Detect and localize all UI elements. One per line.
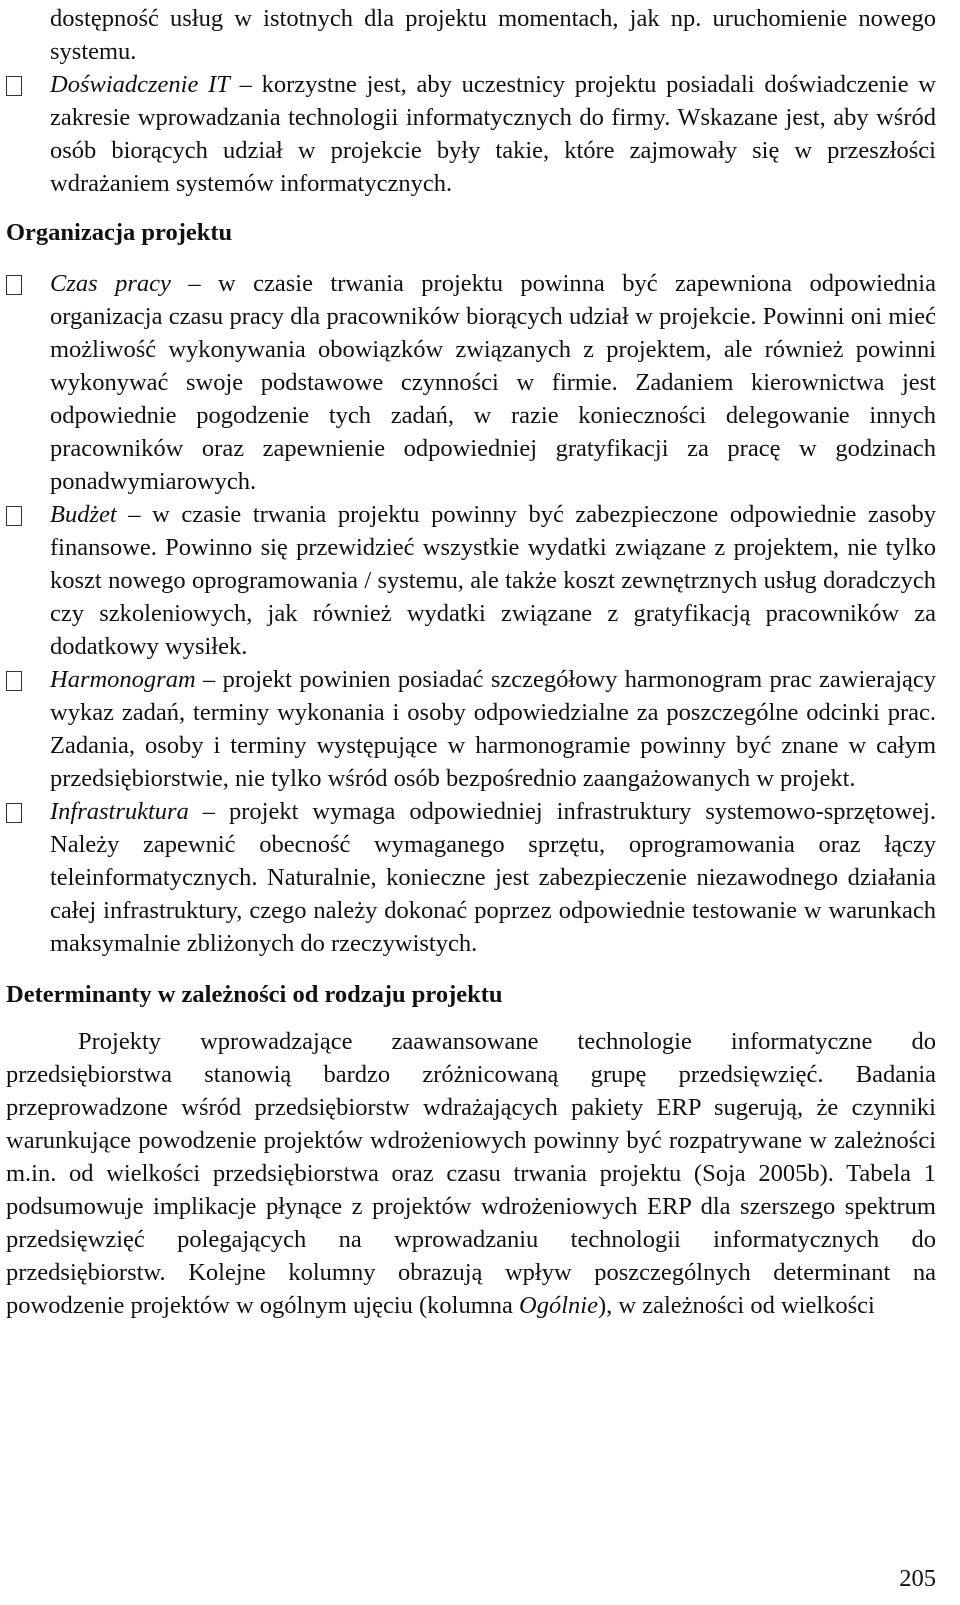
bullet-term: Czas pracy xyxy=(50,270,171,297)
list-item xyxy=(6,267,936,498)
bullet-text: – projekt powinien posiadać szczegółowy harmonogram prac zawierający wykaz zadań, terminy wykonania i osoby odpowiedzialne za poszczególne odcinki prac. Zadania, osoby i terminy występujące w harmonogramie powinny być znane w całym przedsiębiorstwie, nie tylko wśród osób bezpośrednio zaangażowanych w projekt. xyxy=(50,666,936,792)
paragraph-text: Projekty wprowadzające zaawansowane technologie informatyczne do przedsiębiorstwa stanowią bardzo zróżnicowaną grupę przedsięwzięć. Badania przeprowadzone wśród przedsiębiorstw wdrażających pakiety ERP sugerują, że czynniki warunkujące powodzenie projektów wdrożeniowych powinny być rozpatrywane w zależności m.in. od wielkości przedsiębiorstwa oraz czasu trwania projektu (Soja 2005b). Tabela 1 podsumowuje implikacje płynące z projektów wdrożeniowych ERP dla szerszego spektrum przedsięwzięć polegających na wprowadzaniu technologii informatycznych do przedsiębiorstw. Kolejne kolumny obrazują wpływ poszczególnych determinant na powodzenie projektów w ogólnym ujęciu (kolumna xyxy=(6,1028,936,1319)
bullet-text: – w czasie trwania projektu powinny być zabezpieczone odpowiednie zasoby finansowe. Powinno się przewidzieć wszystkie wydatki związane z projektem, nie tylko koszt nowego oprogramowania / systemu, ale także koszt zewnętrznych usług doradczych czy szkoleniowych, jak również wydatki związane z gratyfikacją pracowników za dodatkowy wysiłek. xyxy=(50,501,936,660)
bullet-text: – projekt wymaga odpowiedniej infrastruktury systemowo-sprzętowej. Należy zapewnić obecność wymaganego sprzętu, oprogramowania oraz łączy teleinformatycznych. Naturalnie, konieczne jest zabezpieczenie niezawodnego działania całej infrastruktury, czego należy dokonać poprzez odpowiednie testowanie w warunkach maksymalnie zbliżonych do rzeczywistych. xyxy=(50,798,936,957)
list-item xyxy=(6,663,936,795)
bullet-term: Budżet xyxy=(50,501,117,528)
checkbox-bullet-icon xyxy=(6,803,22,823)
bullet-term: Doświadczenie IT xyxy=(50,71,230,98)
list-item xyxy=(6,68,936,200)
bullet-term: Infrastruktura xyxy=(50,798,189,825)
paragraph-italic-term: Ogólnie xyxy=(519,1292,598,1319)
paragraph-text: dostępność usług w istotnych dla projektu momentach, jak np. uruchomienie nowego systemu. xyxy=(50,5,936,65)
section-heading-organizacja: Organizacja projektu xyxy=(6,219,233,246)
bullet-text: – korzystne jest, aby uczestnicy projektu posiadali doświadczenie w zakresie wprowadzania technologii informatycznych do firmy. Wskazane jest, aby wśród osób biorących udział w projekcie były takie, które zajmowały się w przeszłości wdrażaniem systemów informatycznych. xyxy=(50,71,937,197)
list-item xyxy=(6,795,936,960)
checkbox-bullet-icon xyxy=(6,506,22,526)
paragraph-text-end: ), w zależności od wielkości xyxy=(597,1292,875,1319)
body-paragraph xyxy=(6,1025,936,1322)
checkbox-bullet-icon xyxy=(6,76,22,96)
paragraph-continuation xyxy=(6,2,936,68)
bullet-text: – w czasie trwania projektu powinna być zapewniona odpowiednia organizacja czasu pracy dla pracowników biorących udział w projekcie. Powinni oni mieć możliwość wykonywania obowiązków związanych z projektem, ale również powinni wykonywać swoje podstawowe czynności w firmie. Zadaniem kierownictwa jest odpowiednie pogodzenie tych zadań, w razie konieczności delegowanie innych pracowników oraz zapewnienie odpowiedniej gratyfikacji za pracę w godzinach ponadwymiarowych. xyxy=(50,270,936,495)
list-item xyxy=(6,498,936,663)
checkbox-bullet-icon xyxy=(6,275,22,295)
bullet-term: Harmonogram xyxy=(50,666,196,693)
page-number: 205 xyxy=(899,1565,936,1592)
section-heading-determinanty: Determinanty w zależności od rodzaju projektu xyxy=(6,981,503,1008)
document-page xyxy=(6,2,936,1322)
checkbox-bullet-icon xyxy=(6,671,22,691)
